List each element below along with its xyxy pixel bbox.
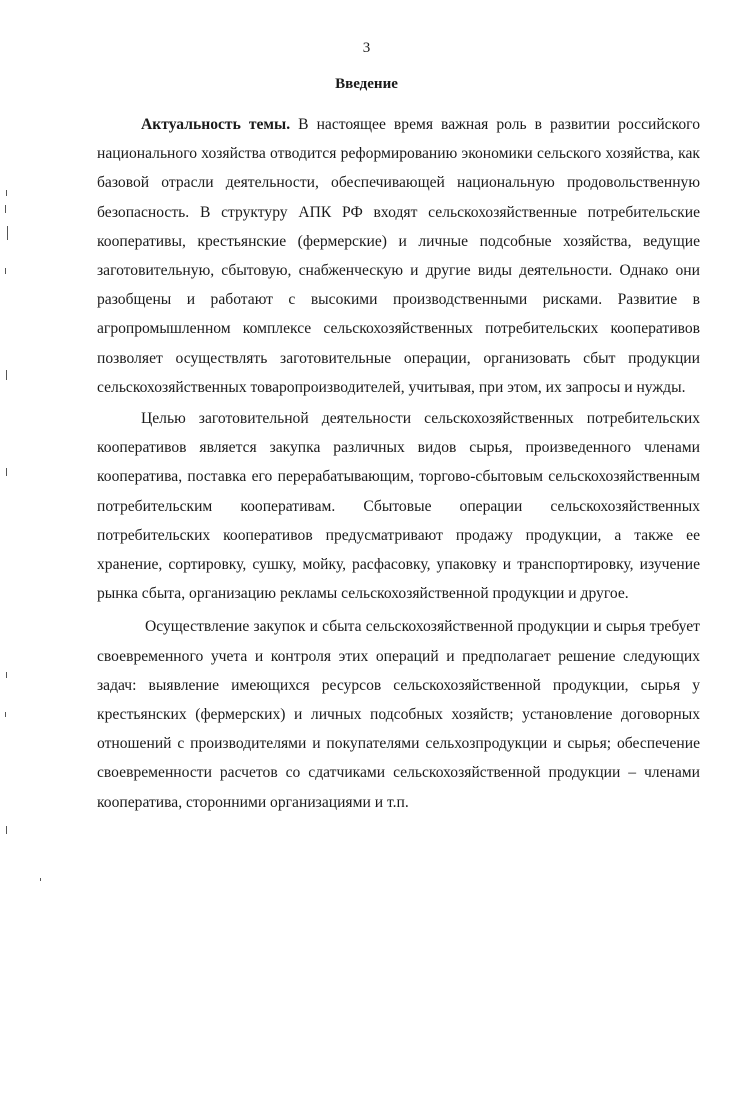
paragraph-text: Целью заготовительной деятельности сельскохозяйственных потребительских кооперативов является закупка различных видов сырья, произведенного членами кооператива, поставка его перерабатывающим, торгово-сбытовым сельскохозяйственным потребительским кооперативам. Сбытовые операции сельскохозяйственных потребительских кооперативов предусматривают продажу продукции, а также ее хранение, сортировку, сушку, мойку, расфасовку, упаковку и транспортировку, изучение рынка сбыта, организацию рекламы сельскохозяйственной продукции и другое. <box>97 410 700 603</box>
paragraph-lead: Актуальность темы. <box>141 116 291 133</box>
paragraph-goal <box>97 404 700 608</box>
page-number: 3 <box>362 40 371 56</box>
paragraph-tasks <box>97 612 700 816</box>
paragraph-text: В настоящее время важная роль в развитии российского национального хозяйства отводится реформированию экономики сельского хозяйства, как базовой отрасли деятельности, обеспечивающей национальную продовольственную безопасность. В структуру АПК РФ входят сельскохозяйственные потребительские кооперативы, крестьянские (фермерские) и личные подсобные хозяйства, ведущие заготовительную, сбытовую, снабженческую и другие виды деятельности. Однако они разобщены и работают с высокими производственными рисками. Развитие в агропромышленном комплексе сельскохозяйственных потребительских кооперативов позволяет осуществлять заготовительные операции, организовать сбыт продукции сельскохозяйственных товаропроизводителей, учитывая, при этом, их запросы и нужды. <box>97 116 700 396</box>
body-text <box>97 110 700 817</box>
paragraph-relevance <box>97 110 700 402</box>
section-title: Введение <box>335 76 398 92</box>
paragraph-text: Осуществление закупок и сбыта сельскохозяйственной продукции и сырья требует своевременного учета и контроля этих операций и предполагает решение следующих задач: выявление имеющихся ресурсов сельскохозяйственной продукции, сырья у крестьянских (фермерских) и личных подсобных хозяйств; установление договорных отношений с производителями и покупателями сельхозпродукции и сырья; обеспечение своевременности расчетов со сдатчиками сельскохозяйственной продукции – членами кооператива, сторонними организациями и т.п. <box>97 618 700 811</box>
scan-margin-marks <box>0 0 20 1100</box>
